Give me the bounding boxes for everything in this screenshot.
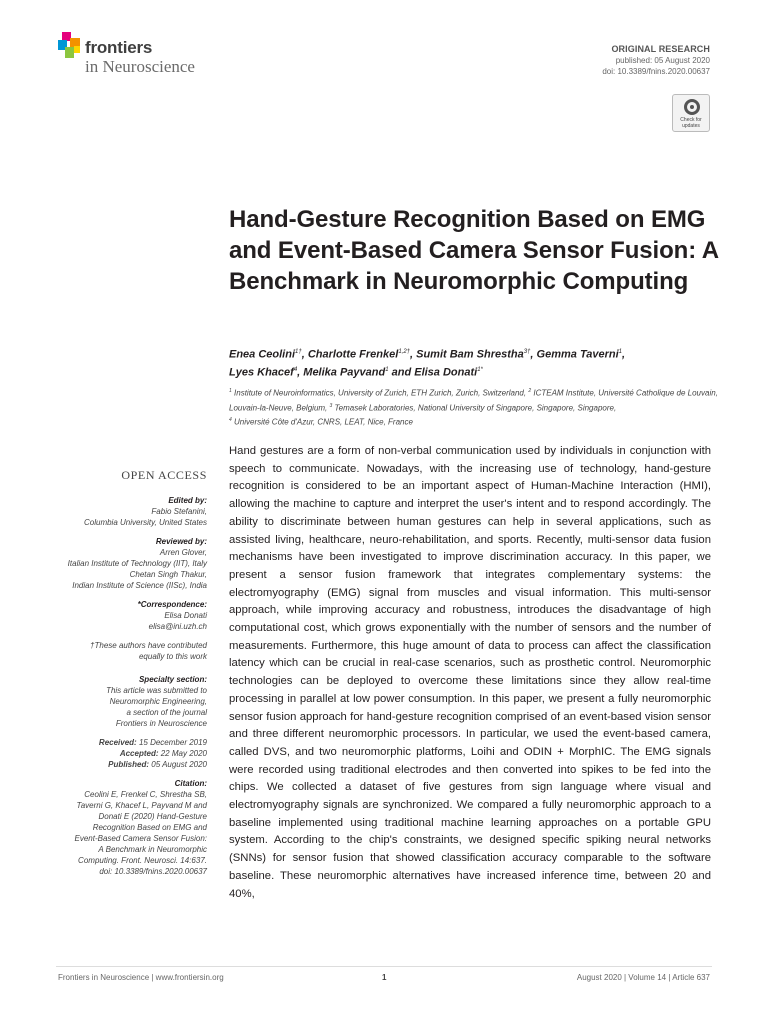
article-info-sidebar	[50, 468, 207, 877]
affil-num: 3	[329, 402, 333, 409]
specialty-text: This article was submitted to	[106, 686, 207, 695]
reviewer-affiliation: Italian Institute of Technology (IIT), Italy	[67, 559, 207, 568]
affil-num: 4	[229, 417, 232, 424]
accepted-label: Accepted:	[119, 749, 159, 758]
published-date: published: 05 August 2020	[615, 56, 710, 65]
citation-line: A Benchmark in Neuromorphic	[98, 845, 207, 854]
reviewed-by-heading: Reviewed by:	[155, 537, 207, 546]
author-affil-mark: 4	[293, 366, 298, 373]
author-name[interactable]: Lyes Khacef	[229, 366, 294, 379]
reviewer-affiliation: Indian Institute of Science (IISc), India	[72, 581, 207, 590]
correspondence-email[interactable]: elisa@ini.uzh.ch	[148, 622, 207, 631]
citation-doi-link[interactable]: doi: 10.3389/fnins.2020.00637	[99, 867, 207, 876]
specialty-heading: Specialty section:	[138, 675, 207, 684]
editor-affiliation: Columbia University, United States	[83, 518, 207, 527]
received-value: 15 December 2019	[138, 738, 207, 747]
footer-issue-info: August 2020 | Volume 14 | Article 637	[576, 973, 710, 982]
affiliation: Temasek Laboratories, National University of Singapore, Singapore, Singapore,	[334, 403, 617, 413]
published-label: Published:	[108, 760, 150, 769]
logo-journal-name: in Neuroscience	[85, 57, 195, 76]
citation-line: Taverni G, Khacef L, Payvand M and	[76, 801, 207, 810]
affil-num: 1	[229, 388, 232, 394]
citation-line: Computing. Front. Neurosci. 14:637.	[78, 856, 207, 865]
author-name[interactable]: Melika Payvand	[303, 366, 386, 379]
check-updates-label: Check for updates	[680, 117, 702, 129]
logo-wordmark: frontiers	[85, 38, 153, 57]
author-name[interactable]: Enea Ceolini	[229, 348, 296, 361]
correspondence-heading: *Correspondence:	[137, 600, 207, 609]
reviewer-name[interactable]: Chetan Singh Thakur,	[129, 570, 207, 579]
received-label: Received:	[98, 738, 137, 747]
received-date	[50, 737, 207, 748]
published-value: 05 August 2020	[151, 760, 207, 769]
author-name[interactable]: Gemma Taverni	[536, 348, 619, 361]
author-affil-mark: 3†	[523, 349, 531, 355]
affil-num: 2	[528, 388, 532, 394]
footer-divider	[56, 966, 712, 967]
author-affil-mark: 1	[385, 366, 389, 373]
abstract-text: Hand gestures are a form of non-verbal communication used by individuals in conjunction with speech to communicate. Nowadays, with the increasing use of technology, hand-gesture recognition is considered to be an important aspect of Human-Machine Interaction (HMI), allowing the machine to capture and interpret the user's intent and to respond accordingly. The ability to discriminate between human gestures can help in several applications, such as assisted living, healthcare, neuro-rehabilitation, and sports. Recently, multi-sensor data fusion mechanisms have been investigated to improve discrimination accuracy. In this paper, we present a sensor fusion framework that integrates complementary systems: the electromyography (EMG) signal from muscles and visual information. This multi-sensor approach, while improving accuracy and robustness, introduces the disadvantage of high computational cost, which grows exponentially with the number of sensors and the number of measurements. Furthermore, this huge amount of data to process can affect the classification latency which can be crucial in real-case scenarios, such as prosthetic control. Neuromorphic technologies can be deployed to overcome these limitations since they allow real-time processing in parallel at low power consumption. In this paper, we present a fully neuromorphic sensor fusion approach for hand-gesture recognition comprised of an event-based vision sensor and three different neuromorphic processors. In particular, we used the event-based camera, called DVS, and two neuromorphic platforms, Loihi and ODIN + MorphIC. The EMG signals were recorded using traditional electrodes and then converted into spikes to be fed into the chips. We collected a dataset of five gestures from sign language where visual and electromyography signals are synchronized. We compared a fully neuromorphic approach to a baseline implemented using traditional machine learning approaches on a portable GPU system. According to the chip's constraints, we designed specific spiking neural networks (SNNs) for sensor fusion that showed classification accuracy comparable to the software baseline. These neuromorphic alternatives have increased inference time, between 20 and 40%,	[229, 445, 711, 900]
author-list: Enea Ceolini$^{1\dagger}$, Charlotte Frenkel$^{1,2\dagger}$, Sumit Bam Shrestha$^{3\dagger}$, Gemma Taverni$^1$, Lyes Khacef$^4$, Melika Payvand$^1$ and Elisa Donati$^{1*}$	[229, 348, 626, 379]
author-affil-mark: 1	[618, 349, 623, 355]
article-type-label: ORIGINAL RESEARCH	[611, 44, 710, 54]
affiliation: ICTEAM Institute, Université Catholique de Louvain, Louvain-la-Neuve, Belgium,	[229, 388, 718, 413]
open-access-label: OPEN ACCESS	[121, 468, 207, 482]
accepted-date	[50, 748, 207, 759]
page-number: 1	[382, 973, 387, 982]
affiliation: Institute of Neuroinformatics, University of Zurich, ETH Zurich, Zurich, Switzerland,	[234, 388, 527, 398]
edited-by-heading: Edited by:	[168, 496, 207, 505]
specialty-text: Neuromorphic Engineering,	[109, 697, 207, 706]
correspondence-name: Elisa Donati	[164, 611, 207, 620]
contribution-note: †These authors have contributed	[90, 641, 207, 650]
footer-journal-link[interactable]: Frontiers in Neuroscience | www.frontiersin.org	[58, 973, 224, 982]
author-affil-mark: 1†	[295, 349, 302, 355]
check-for-updates-button[interactable]	[672, 94, 710, 132]
specialty-text: a section of the journal	[126, 708, 207, 717]
check-updates-icon	[684, 99, 700, 115]
author-name[interactable]: Sumit Bam Shrestha	[416, 348, 524, 361]
author-name[interactable]: Elisa Donati	[414, 366, 478, 379]
accepted-value: 22 May 2020	[160, 749, 207, 758]
affiliation: Université Côte d'Azur, CNRS, LEAT, Nice, France	[234, 417, 413, 427]
contribution-note: equally to this work	[138, 652, 207, 661]
author-affil-mark: 1,2†	[398, 349, 410, 355]
citation-line: Donati E (2020) Hand-Gesture	[98, 812, 207, 821]
specialty-text: Frontiers in Neuroscience	[115, 719, 207, 728]
doi-link[interactable]: doi: 10.3389/fnins.2020.00637	[602, 67, 710, 76]
editor-name[interactable]: Fabio Stefanini,	[151, 507, 207, 516]
citation-line: Event-Based Camera Sensor Fusion:	[74, 834, 207, 843]
citation-line: Recognition Based on EMG and	[92, 823, 207, 832]
author-name[interactable]: Charlotte Frenkel	[307, 348, 399, 361]
journal-logo[interactable]	[56, 32, 256, 80]
affiliations	[229, 385, 719, 429]
article-title: Hand-Gesture Recognition Based on EMG and Event-Based Camera Sensor Fusion: A Benchmark in Neuromorphic Computing	[229, 206, 719, 295]
reviewer-name[interactable]: Arren Glover,	[159, 548, 207, 557]
citation-heading: Citation:	[174, 779, 207, 788]
author-affil-mark: 1*	[477, 366, 483, 373]
citation-line: Ceolini E, Frenkel C, Shrestha SB,	[84, 790, 207, 799]
published-date-sidebar	[50, 759, 207, 770]
frontiers-logo-icon	[56, 32, 82, 60]
